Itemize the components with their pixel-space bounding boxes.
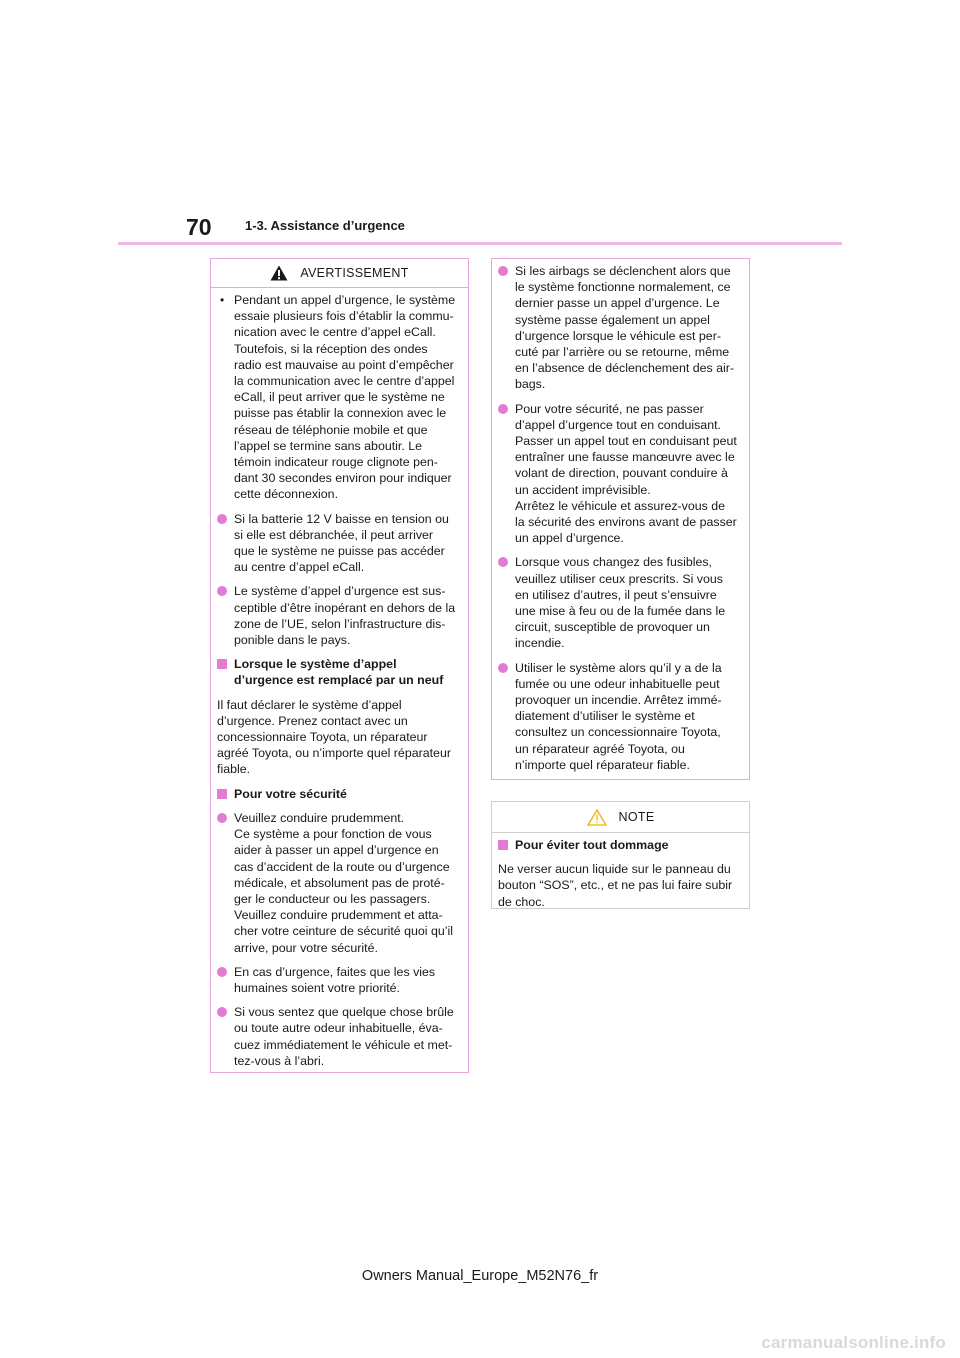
list-marker — [217, 656, 234, 669]
list-item — [217, 511, 458, 576]
warning-box-body — [211, 288, 468, 1085]
warning-triangle-icon — [270, 265, 288, 281]
paragraph: Ne verser aucun liquide sur le panneau du bouton “SOS”, etc., et ne pas lui faire subir de choc. — [498, 862, 733, 909]
list-marker — [217, 964, 234, 977]
bullet-dot-icon — [498, 663, 508, 673]
subheading-text: Pour éviter tout dommage — [515, 838, 669, 852]
warning-box-continued — [491, 258, 750, 780]
list-item-text: Si la batterie 12 V baisse en tension ou si elle est débranchée, il peut arriver que le système ne puisse pas accéder au centre d’appel eCall. — [234, 511, 449, 575]
subheading-item — [217, 786, 458, 802]
bullet-dot-icon — [498, 557, 508, 567]
bullet-dot-icon — [498, 404, 508, 414]
list-item — [217, 292, 458, 503]
list-item — [217, 1004, 458, 1069]
section-title: 1-3. Assistance d’urgence — [245, 218, 405, 233]
list-marker — [217, 511, 234, 524]
list-item — [498, 554, 739, 651]
list-marker — [498, 837, 515, 850]
note-box-body — [492, 833, 749, 926]
list-item-text: Si les airbags se déclenchent alors que le système fonctionne normalement, ce dernier passe un appel d’urgence. Le système passe également un appel d’urgence lorsque le véhicule est per- cuté par l’arrière ou se retourne, même en l’absence de déclenchement des air- bags. — [515, 264, 735, 392]
list-item — [498, 660, 739, 773]
list-marker — [217, 292, 234, 306]
list-marker — [498, 554, 515, 567]
subheading-item — [217, 656, 458, 688]
subheading-item — [498, 837, 739, 853]
warning-box-title: AVERTISSEMENT — [300, 266, 409, 280]
list-item-text: Lorsque vous changez des fusibles, veuillez utiliser ceux prescrits. Si vous en utilisez d’autres, il peut s’ensuivre une mise à feu ou de la fumée dans le circuit, susceptible de provoquer un incendie. — [515, 555, 726, 651]
list-item — [217, 810, 458, 956]
note-box-title: NOTE — [618, 810, 655, 824]
list-marker — [217, 810, 234, 823]
warning-box-continued-body — [492, 259, 749, 789]
subheading-text: Lorsque le système d’appel d’urgence est remplacé par un neuf — [234, 657, 444, 688]
bullet-dot-icon — [498, 266, 508, 276]
square-bullet-icon — [217, 789, 227, 799]
list-marker — [217, 786, 234, 799]
bullet-dot-icon — [217, 514, 227, 524]
bullet-icon: • — [220, 293, 225, 307]
list-item-text: Veuillez conduire prudemment. Ce système a pour fonction de vous aider à passer un appel d’urgence en cas d’accident de la route ou d’urgence médicale, et absolument pas de proté- ger le conducteur ou les passagers. Veuillez conduire prudemment et atta- cher votre ceinture de sécurité quoi qu’il arrive, pour votre sécurité. — [234, 810, 454, 955]
list-item-text: En cas d’urgence, faites que les vies humaines soient votre priorité. — [234, 964, 436, 995]
bullet-dot-icon — [217, 813, 227, 823]
list-item-text: Si vous sentez que quelque chose brûle ou toute autre odeur inhabituelle, éva- cuez immédiatement le véhicule et met- tez-vous à l’abri. — [234, 1005, 454, 1068]
footer-document-id: Owners Manual_Europe_M52N76_fr — [361, 1268, 599, 1284]
list-item — [217, 964, 458, 996]
square-bullet-icon — [498, 840, 508, 850]
note-box — [491, 801, 750, 909]
list-item-text: Pendant un appel d’urgence, le système essaie plusieurs fois d’établir la commu- nication avec le centre d’appel eCall. Toutefois, si la réception des ondes radio est mauvaise au point d’empêcher la communication avec le centre d’appel eCall, il peut arriver que le système ne puisse pas établir la connexion avec le réseau de téléphonie mobile et que l’appel se termine sans aboutir. Le témoin indicateur rouge clignote pen- dant 30 secondes environ pour indiquer cette déconnexion. — [234, 293, 456, 502]
list-item-text: Pour votre sécurité, ne pas passer d’appel d’urgence tout en conduisant. Passer un appel tout en conduisant peut entraîner une fausse manœuvre avec le volant de direction, pouvant conduire à un accident imprévisible. Arrêtez le véhicule et assurez-vous de la sécurité des environs avant de passer un appel d’urgence. — [515, 401, 737, 546]
list-item — [498, 401, 739, 547]
square-bullet-icon — [217, 659, 227, 669]
list-item-text: Utiliser le système alors qu’il y a de la fumée ou une odeur inhabituelle peut provoquer un incendie. Arrêtez immé- diatement d’utiliser le système et consultez un concessionnaire Toyota, un réparateur agréé Toyota, ou n’importe quel réparateur fiable. — [515, 660, 722, 772]
bullet-dot-icon — [217, 967, 227, 977]
bullet-dot-icon — [217, 1007, 227, 1017]
watermark: carmanualsonline.info — [761, 1333, 946, 1352]
warning-box — [210, 258, 469, 1073]
list-item-text: Le système d’appel d’urgence est sus- ceptible d’être inopérant en dehors de la zone de l’UE, selon l’infrastructure dis- ponible dans le pays. — [234, 584, 456, 648]
paragraph: Il faut déclarer le système d’appel d’urgence. Prenez contact avec un concessionnaire Toyota, un réparateur agréé Toyota, ou n’importe quel réparateur fiable. — [217, 697, 451, 777]
bullet-dot-icon — [217, 586, 227, 596]
caution-triangle-icon — [587, 809, 607, 826]
list-marker — [217, 1004, 234, 1017]
list-item — [217, 583, 458, 648]
list-marker — [498, 401, 515, 414]
header-divider — [118, 242, 842, 245]
warning-box-header — [211, 259, 468, 288]
subheading-text: Pour votre sécurité — [234, 786, 347, 801]
list-marker — [498, 263, 515, 276]
page-number: 70 — [186, 214, 212, 240]
list-item — [498, 263, 739, 393]
list-marker — [217, 583, 234, 596]
note-box-header — [492, 802, 749, 833]
list-marker — [498, 660, 515, 673]
